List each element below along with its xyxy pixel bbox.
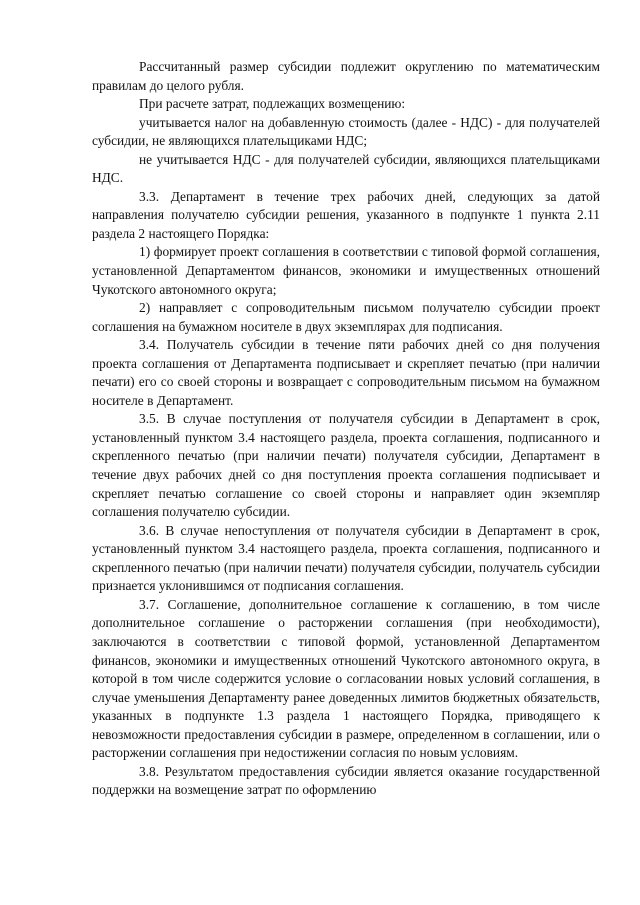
paragraph-cost-calculation: При расчете затрат, подлежащих возмещению: <box>139 96 406 112</box>
paragraph-vat-included: учитывается налог на добавленную стоимость (далее - НДС) - для получателей субсидии, не являющихся плательщиками НДС; <box>92 114 600 149</box>
document-page <box>92 58 600 800</box>
paragraph-3-8: 3.8. Результатом предоставления субсидии является оказание государственной поддержки на возмещение затрат по оформлению <box>92 763 600 798</box>
paragraph-3-3: 3.3. Департамент в течение трех рабочих дней, следующих за датой направления получателю субсидии решения, указанного в подпункте 1 пункта 2.11 раздела 2 настоящего Порядка: <box>92 188 600 241</box>
paragraph-3-3-item-1: 1) формирует проект соглашения в соответствии с типовой формой соглашения, установленной Департаментом финансов, экономики и имущественных отношений Чукотского автономного округа; <box>92 244 600 297</box>
paragraph-3-3-item-2: 2) направляет с сопроводительным письмом получателю субсидии проект соглашения на бумажном носителе в двух экземплярах для подписания. <box>92 300 600 334</box>
paragraph-3-7: 3.7. Соглашение, дополнительное соглашение к соглашению, в том числе дополнительное соглашение о расторжении соглашения (при необходимости), заключаются в соответствии с типовой формой, установленной Департаментом финансов, экономики и имущественных отношений Чукотского автономного округа, в которой в том числе содержится условие о согласовании новых условий соглашения, в случае уменьшения Департаменту ранее доведенных лимитов бюджетных обязательств, указанных в подпункте 1.3 раздела 1 настоящего Порядка, приводящего к невозможности предоставления субсидии в размере, определенном в соглашении, или о расторжении соглашения при недостижении согласия по новым условиям. <box>92 596 600 761</box>
paragraph-3-5: 3.5. В случае поступления от получателя субсидии в Департамент в срок, установленный пунктом 3.4 настоящего раздела, проекта соглашения, подписанного и скрепленного печатью (при наличии печати) получателя субсидии, Департамент в течение двух рабочих дней со дня поступления проекта соглашения подписывает и скрепляет печатью соглашение со своей стороны и направляет один экземпляр соглашения получателю субсидии. <box>92 411 600 520</box>
paragraph-3-6: 3.6. В случае непоступления от получателя субсидии в Департамент в срок, установленный пунктом 3.4 настоящего раздела, проекта соглашения, подписанного и скрепленного печатью (при наличии печати) получателя субсидии, получатель субсидии признается уклонившимся от подписания соглашения. <box>92 522 600 594</box>
paragraph-3-4: 3.4. Получатель субсидии в течение пяти рабочих дней со дня получения проекта соглашения от Департамента подписывает и скрепляет печатью (при наличии печати) его со своей стороны и возвращает с сопроводительным письмом на бумажном носителе в Департамент. <box>92 337 600 408</box>
paragraph-rounding: Рассчитанный размер субсидии подлежит округлению по математическим правилам до целого рубля. <box>92 59 600 93</box>
paragraph-vat-excluded: не учитывается НДС - для получателей субсидии, являющихся плательщиками НДС. <box>92 151 600 186</box>
